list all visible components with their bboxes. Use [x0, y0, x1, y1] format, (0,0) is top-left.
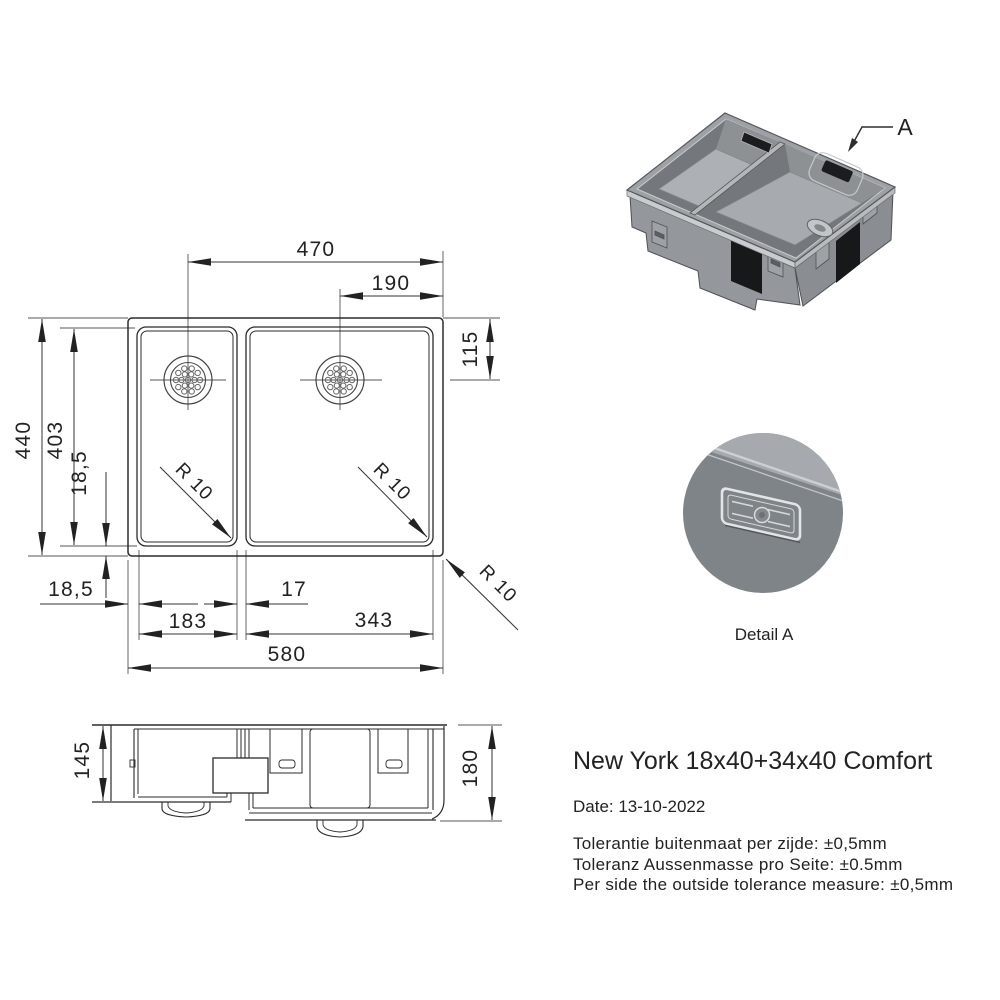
dim-17-label: 17 — [281, 578, 307, 601]
info-block — [573, 747, 953, 894]
side-view — [71, 725, 502, 837]
dim-470-label: 470 — [296, 238, 336, 261]
dim-190-label: 190 — [371, 272, 411, 295]
detail-a-leader-line — [851, 127, 893, 147]
dim-115-label: 115 — [459, 330, 482, 368]
iso-view — [627, 113, 913, 310]
dim-18-5-vertical-label: 18,5 — [68, 450, 91, 496]
dim-440-label: 440 — [12, 420, 35, 460]
radius-outer-label: R 10 — [474, 561, 521, 608]
side-view-outline — [92, 725, 447, 837]
dim-180-label: 180 — [459, 748, 482, 788]
dim-580-label: 580 — [267, 643, 307, 666]
dim-145-label: 145 — [71, 740, 94, 780]
tolerance-line-de: Toleranz Aussenmasse pro Seite: ±0.5mm — [573, 855, 903, 874]
detail-a-view — [683, 425, 848, 644]
plan-dimension-lines — [40, 262, 518, 668]
tolerance-line-en: Per side the outside tolerance measure: ±0,5mm — [573, 875, 954, 894]
detail-a-leader-arrow — [848, 138, 858, 152]
detail-a-marker: A — [897, 114, 913, 140]
radius-right-bowl-label: R 10 — [368, 459, 415, 506]
tolerance-line-nl: Tolerantie buitenmaat per zijde: ±0,5mm — [573, 834, 887, 853]
detail-a-caption: Detail A — [734, 625, 794, 644]
left-bowl-outline — [137, 327, 237, 546]
dim-183-label: 183 — [168, 610, 208, 633]
plan-view — [12, 238, 521, 674]
product-title: New York 18x40+34x40 Comfort — [573, 747, 933, 775]
dim-343-label: 343 — [354, 609, 394, 632]
dim-18-5-horizontal-label: 18,5 — [48, 578, 94, 601]
dim-403-label: 403 — [44, 420, 67, 460]
sink-outer-edge — [128, 318, 443, 556]
date-label: Date: 13-10-2022 — [573, 797, 706, 816]
radius-left-bowl-label: R 10 — [170, 459, 217, 506]
right-bowl-outline — [246, 327, 433, 546]
